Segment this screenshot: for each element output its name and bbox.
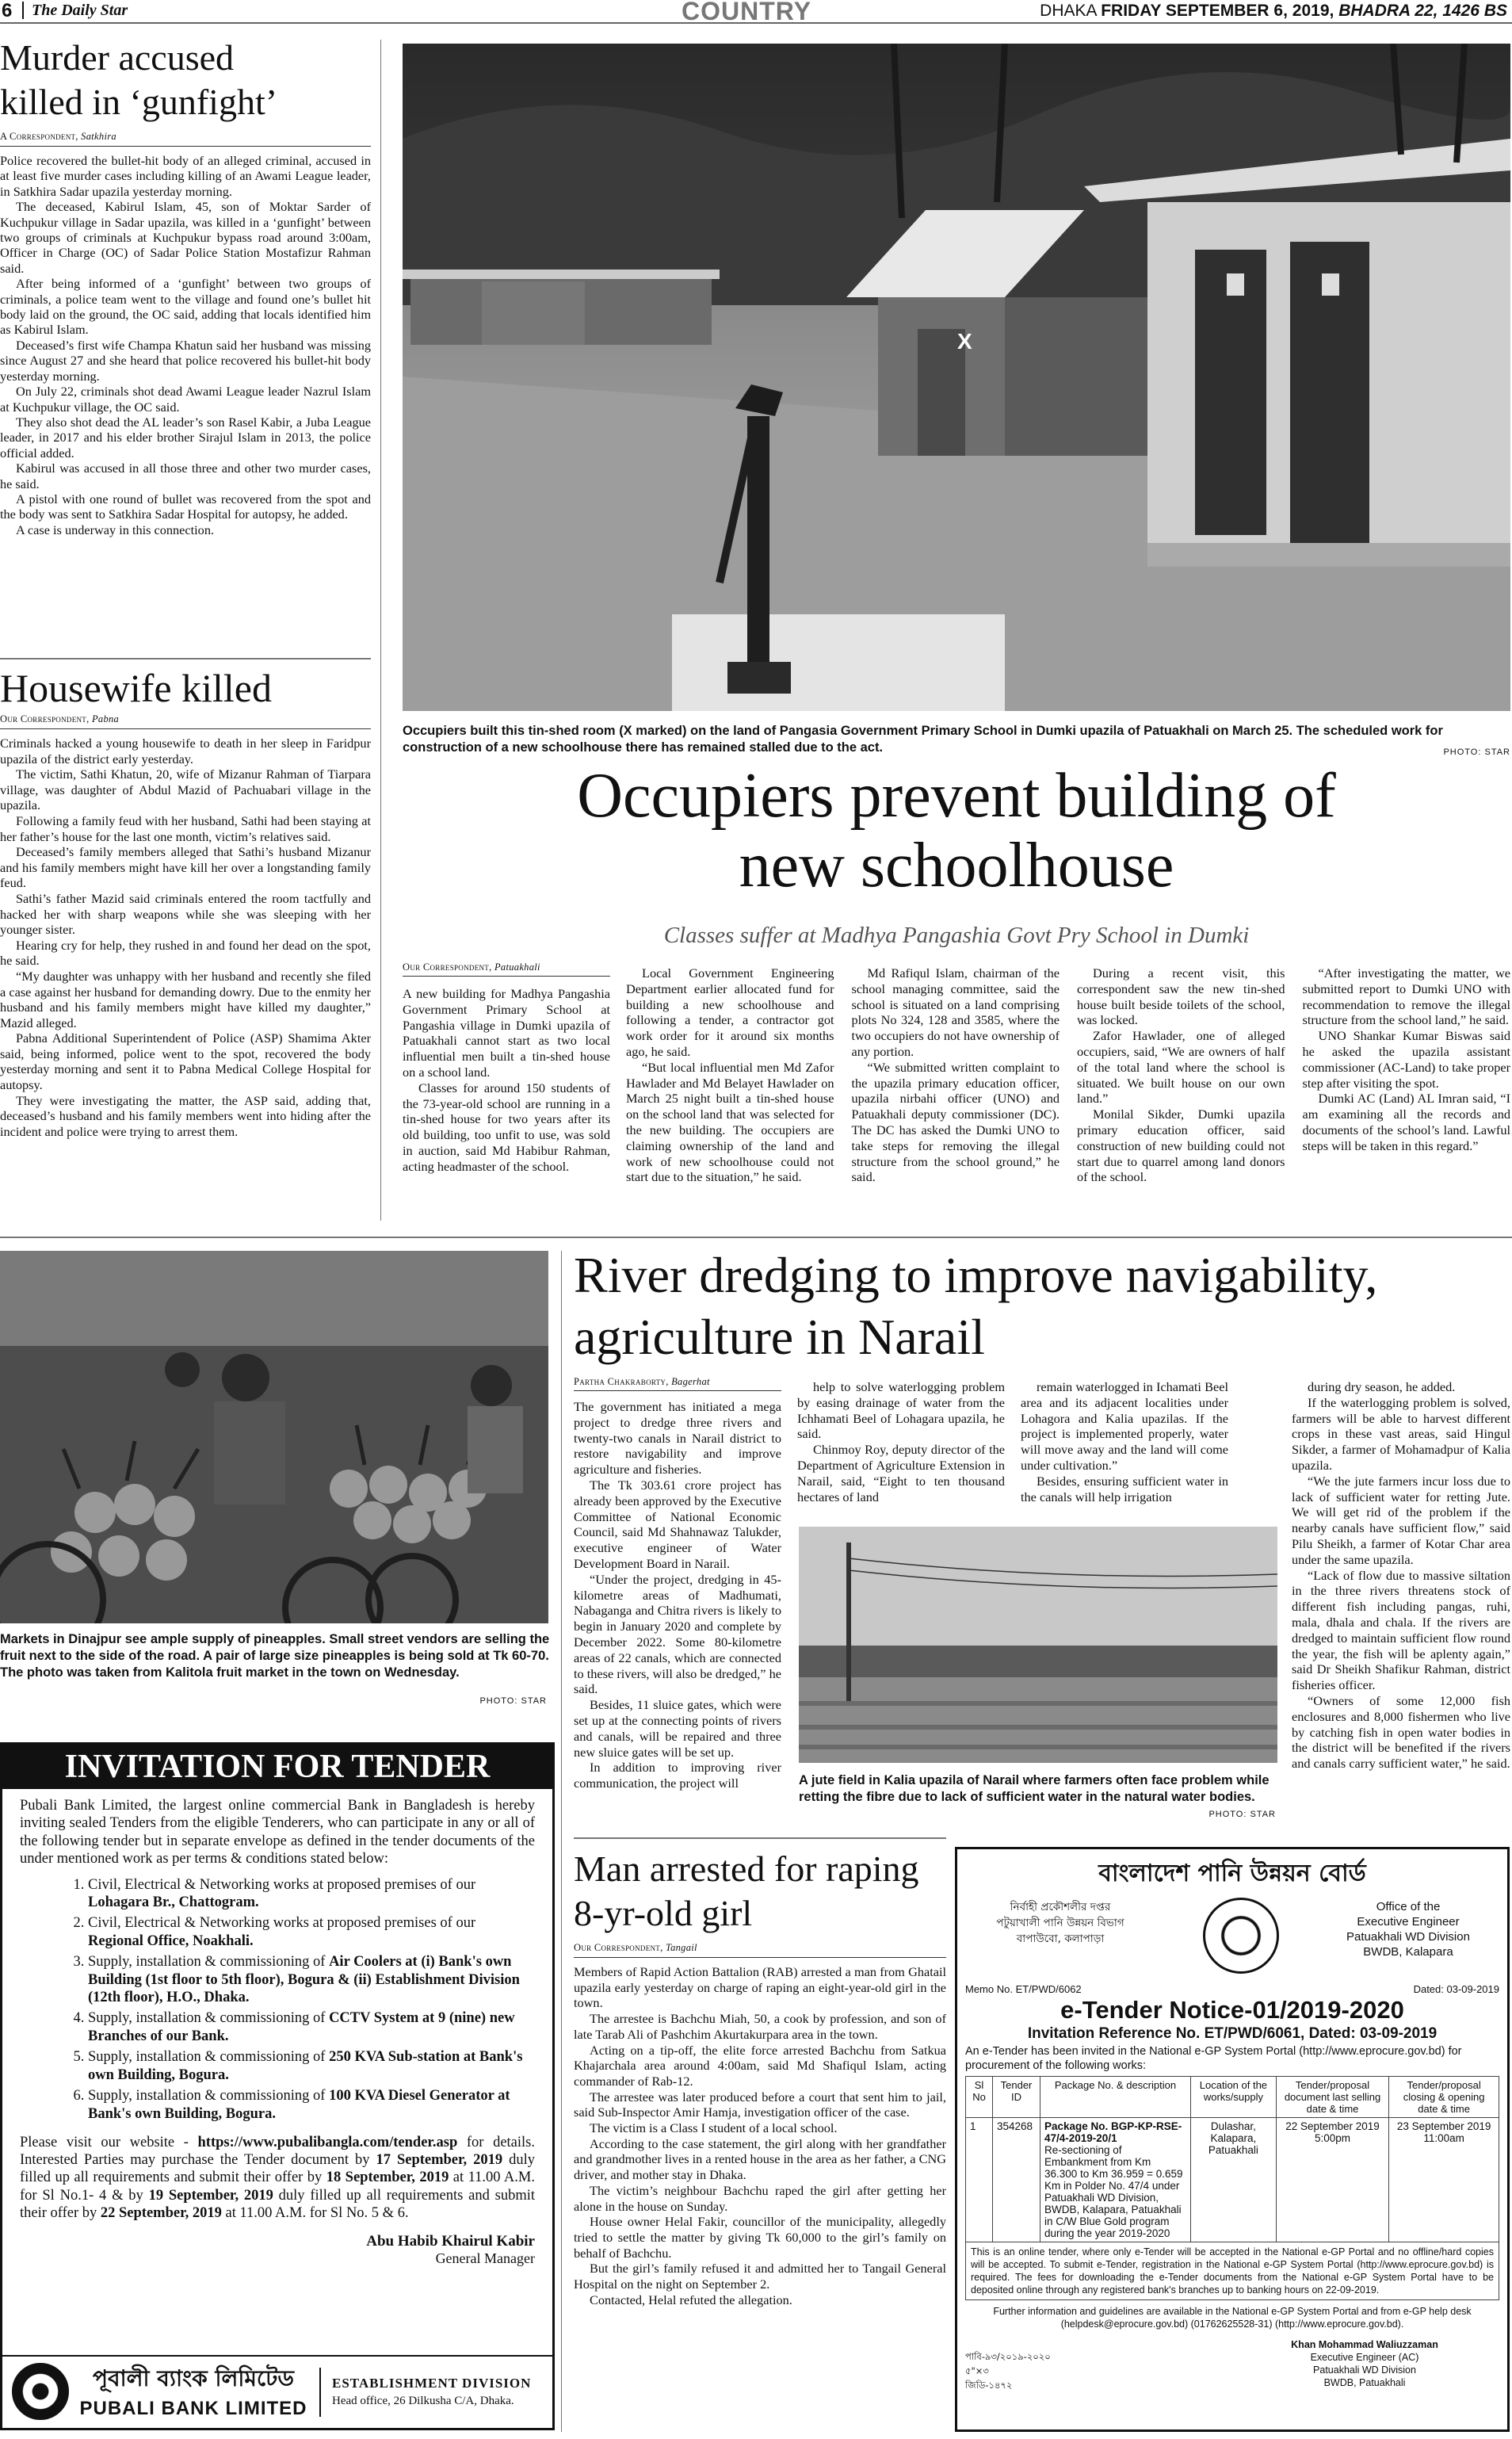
paragraph: “Lack of flow due to massive siltation in the three rivers threatens stock of different fish including pangas, ruhi, mala, dhala and chala. If the rivers are dredged to maintain sufficient flow round the year, the fish will be aplenty again,” said Dr Sheikh Shafikur Rahman, district fisheries officer. [1292, 1567, 1510, 1693]
byline: A Correspondent, Satkhira [0, 131, 371, 147]
paragraph: Sathi’s father Mazid said criminals entered the room tactfully and hacked her with sharp weapons while she was sleeping with her younger sister. [0, 890, 371, 938]
paragraph: Pabna Additional Superintendent of Police (ASP) Shamima Akter said, being informed, police went to the spot, recovered the body yesterday morning and sent it to Pabna Medical College Hospital for autopsy. [0, 1030, 371, 1093]
paragraph: Local Government Engineering Department earlier allocated fund for building a new schoolhouse and following a tender, a contractor got work order for it around six months ago, he said. [626, 965, 834, 1059]
paragraph: Contacted, Helal refuted the allegation. [590, 2292, 792, 2307]
masthead [0, 0, 1512, 24]
paragraph: After being informed of a ‘gunfight’ between two groups of criminals, a police team went to the village and found one’s bullet hit body laid on the ground, the OC said, adding that locals identified him as Kabirul Islam. [0, 276, 371, 338]
tender-title: INVITATION FOR TENDER [2, 1745, 552, 1789]
paragraph: A new building for Madhya Pangashia Government Primary School at Pangashia village in Dumki upazila of Patuakhali cannot start as two local influential men built a tin-shed house on a school land. [403, 986, 610, 1080]
etender-table [965, 2076, 1499, 2242]
paragraph: If the waterlogging problem is solved, farmers will be able to harvest different crops in these vast areas, said Hingul Sikder, a farmer of Mohamadpur of Kalia upazila. [1292, 1394, 1510, 1473]
paragraph: The Tk 303.61 crore project has already been approved by the Executive Committee of National Economic Council, said Md Shahnawaz Talukder, executive engineer of Water Development Board in Narail. [574, 1477, 781, 1571]
dateline: DHAKA FRIDAY SEPTEMBER 6, 2019, BHADRA 22, 1426 BS [1040, 2, 1507, 20]
paragraph: According to the case statement, the girl along with her grandfather and grandmother lives in a rented house in the area as her father, a CNG driver, and mother stay in Dhaka. [574, 2135, 946, 2183]
bank-seal-icon [12, 2363, 69, 2420]
tender-signature: Abu Habib Khairul Kabir General Manager [366, 2232, 535, 2266]
table-header-row [966, 2077, 1499, 2118]
paper-name: The Daily Star [32, 2, 128, 19]
etender-signature: Khan Mohammad Waliuzzaman Executive Engineer (AC) Patuakhali WD Division BWDB, Patuakhali [1291, 2339, 1438, 2388]
paragraph: “We the jute farmers incur loss due to lack of sufficient water for retting Jute. We will get rid of the problem if the nearby canals have sufficient flow,” said Pilu Sheikh, a farmer of Kotar Char area under the same upazila. [1292, 1473, 1510, 1567]
table-header-cell: Tender/proposal closing & opening date & time [1389, 2077, 1499, 2118]
paragraph: help to solve waterlogging problem by easing drainage of water from the Ichhamati Beel of Lohagara upazila, he said. [797, 1379, 1005, 1442]
photo-credit: PHOTO: STAR [1443, 747, 1510, 757]
arrest-article [574, 1847, 946, 2307]
paragraph: Members of Rapid Action Battalion (RAB) arrested a man from Ghatail upazila early yesterday on charge of raping an eight-year-old girl in the town. [574, 1964, 946, 2011]
paragraph: Police recovered the bullet-hit body of an alleged criminal, accused in at least five murder cases including killing of an Awami League leader, in Satkhira Sadar upazila yesterday morning. [0, 153, 371, 199]
etender-intro: An e-Tender has been invited in the National e-GP System Portal (http://www.eprocure.gov.bd) for procurement of the following works: [965, 2045, 1462, 2072]
paragraph: Chinmoy Roy, deputy director of the Department of Agriculture Extension in Narail, said, “Eight to ten thousand hectares of land [797, 1442, 1005, 1504]
table-header-cell: Sl No [966, 2077, 993, 2118]
tender-item: 3. Supply, installation & commissioning of Air Coolers at (i) Bank's own Building (1st floor to 5th floor), Bogura & (ii) Establishment Division (12th floor), H.O., Dhaka. [88, 1953, 529, 2006]
photo-x-mark: X [957, 329, 972, 354]
paragraph: Md Rafiqul Islam, chairman of the school managing committee, said the school is situated on a land comprising plots No 324, 128 and 3585, where the two occupiers do not have ownership of any portion. [851, 965, 1060, 1059]
paragraph: Deceased’s first wife Champa Khatun said her husband was missing since August 27 and she heard that police recovered his bullet-hit body yesterday morning. [0, 337, 371, 384]
office-name-en: Office of the Executive Engineer Patuakhali WD Division BWDB, Kalapara [1346, 1900, 1470, 1959]
river-byline: Partha Chakraborty, Bagerhat [574, 1376, 781, 1391]
pubali-tender-ad [0, 1742, 555, 2430]
paragraph: The victim is a Class I student of a local school. [590, 2120, 838, 2136]
river-body-col1 [574, 1399, 781, 1791]
paragraph: Monilal Sikder, Dumki upazila primary education officer, said construction of new building could not start due to quarrel among land donors of the school. [1077, 1107, 1285, 1185]
tender-item: 2. Civil, Electrical & Networking works at proposed premises of our Regional Office, Noakhali. [88, 1914, 529, 1950]
byline: Our Correspondent, Pabna [0, 713, 371, 729]
tender-item: 6. Supply, installation & commissioning of 100 KVA Diesel Generator at Bank's own Building, Bogura. [88, 2087, 529, 2123]
paragraph: Besides, ensuring sufficient water in the canals will help irrigation [1021, 1473, 1228, 1504]
paragraph: “Under the project, dredging in 45-kilometre areas of Madhumati, Nabaganga and Chitra rivers is likely to begin in January 2020 and complete by December 2022. Some 80-kilometre areas of 22 canals, which are connected to these rivers, will also be dredged,” he said. [574, 1571, 781, 1697]
bank-name-en: PUBALI BANK LIMITED [79, 2398, 307, 2419]
paragraph: Deceased’s family members alleged that Sathi’s husband Mizanur and his family members might have kill her over a longstanding family feud. [0, 844, 371, 891]
tender-items [2, 1868, 552, 2123]
paragraph: “After investigating the matter, we submitted report to Dumki UNO with recommendation to remove the illegal structure from the school land,” he said. [1302, 965, 1510, 1028]
paragraph: The government has initiated a mega project to dredge three rivers and twenty-two canals in Narail district to restore navigability and improve agriculture and fisheries. [574, 1399, 781, 1478]
etender-further: Further information and guidelines are available in the National e-GP System Portal and from e-GP help desk (helpdesk@eprocure.gov.bd) (01762625528-31) (http://www.eprocure.gov.bd). [993, 2306, 1472, 2330]
school-body-first [403, 986, 610, 1175]
paragraph: The arrestee was later produced before a court that sent him to jail, said Sub-Inspector Amir Hamja, investigation officer of the case. [574, 2089, 946, 2120]
tender-item: 4. Supply, installation & commissioning of CCTV System at 9 (nine) new Branches of our Bank. [88, 2009, 529, 2045]
paragraph: A case is underway in this connection. [16, 522, 215, 537]
jute-caption: A jute field in Kalia upazila of Narail where farmers often face problem while retting the fibre due to lack of sufficient water in the natural water bodies. [799, 1773, 1270, 1804]
river-headline: River dredging to improve navigability, agriculture in Narail [574, 1247, 1378, 1365]
paragraph: Following a family feud with her husband, Sathi had been staying at her father’s house for the last one month, victim’s relatives said. [0, 812, 371, 844]
tender-website-link[interactable]: https://www.pubalibangla.com/tender.asp [197, 2134, 458, 2150]
paragraph: But the girl’s family refused it and admitted her to Tangail General Hospital on the night on September 2. [574, 2261, 946, 2292]
river-body-col4 [1292, 1379, 1510, 1772]
table-header-cell: Package No. & description [1040, 2077, 1191, 2118]
school-byline: Our Correspondent, Patuakhali [403, 961, 610, 977]
tender-item: 5. Supply, installation & commissioning of 250 KVA Sub-station at Bank's own Building, Bogura. [88, 2048, 529, 2084]
headline: Man arrested for raping 8-yr-old girl [574, 1848, 919, 1933]
headline: Murder accused killed in ‘gunfight’ [0, 37, 278, 122]
article-body [0, 736, 371, 1139]
photo-caption: Occupiers built this tin-shed room (X marked) on the land of Pangasia Government Primary School in Dumki upazila of Patuakhali on March 25. The scheduled work for construction of a new schoolhouse there has remained stalled due to the act. [403, 724, 1443, 755]
etender-ref: Invitation Reference No. ET/PWD/6061, Dated: 03-09-2019 [1027, 2025, 1438, 2042]
pineapple-caption: Markets in Dinajpur see ample supply of pineapples. Small street vendors are selling the fruit next to the side of the road. A pair of large size pineapples is being sold at Tk 60-70. The photo was taken from Kalitola fruit market in the town on Wednesday. [0, 1632, 550, 1680]
table-header-cell: Tender ID [993, 2077, 1040, 2118]
paragraph: In addition to improving river communication, the project will [574, 1760, 781, 1791]
table-row: 1 354268 Package No. BGP-KP-RSE-47/4-2019-20/1 Re-sectioning of Embankment from Km 36.300 to Km 36.959 = 0.659 Km in Polder No. 47/4 under Patuakhali WD Division, BWDB, Kalapara, Patuakhali in C/W Blue Gold program during the year 2019-2020 Dulashar, Kalapara, Patuakhali 22 September 2019 5:00pm 23 September 2019 11:00am [966, 2118, 1499, 2242]
table-header-cell: Location of the works/supply [1191, 2077, 1277, 2118]
etender-codes: পাবি-৯৩/২০১৯-২০২০ ৫"×৩ জিডি-১৪৭২ [965, 2351, 1051, 2391]
school-subtitle: Classes suffer at Madhya Pangashia Govt Pry School in Dumki [663, 923, 1250, 948]
paragraph: UNO Shankar Kumar Biswas said he asked the upazila assistant commissioner (AC-Land) to take proper step after visiting the spot. [1302, 1028, 1510, 1091]
paragraph: Kabirul was accused in all those three and other two murder cases, he said. [0, 461, 371, 491]
bank-name-bn: পূবালী ব্যাংক লিমিটেড [92, 2365, 295, 2391]
paragraph: Zafor Hawlader, one of alleged occupiers, said, “We are owners of half of the total land where the school is situated. We built house on our own land.” [1077, 1028, 1285, 1107]
paragraph: Besides, 11 sluice gates, which were set up at the connecting points of rivers and canals, will be repaired and three new sluice gates will be set up. [574, 1697, 781, 1760]
paragraph: During a recent visit, this correspondent saw the new tin-shed house built beside toilets of the school, was locked. [1077, 965, 1285, 1028]
river-body-col3 [1021, 1379, 1228, 1504]
paragraph: On July 22, criminals shot dead Awami League leader Nazrul Islam at Kuchpukur village, the OC said. [0, 384, 371, 415]
school-photo-illustration [403, 44, 1510, 711]
paragraph: “We submitted written complaint to the upazila primary education officer, upazila nirbahi officer (UNO) and Patuakhali deputy commissioner (DC). The DC has asked the Dumki UNO to take steps for removing the illegal structure from the school ground,” he said. [851, 1059, 1060, 1185]
river-body-col2 [797, 1379, 1005, 1504]
tender-item: 1. Civil, Electrical & Networking works at proposed premises of our Lohagara Br., Chattogram. [88, 1876, 529, 1912]
pineapple-photo-illustration [0, 1251, 548, 1623]
pineapple-photo [0, 1251, 548, 1623]
bwdb-logo-icon [1203, 1898, 1279, 1974]
paragraph: The arrestee is Bachchu Miah, 50, a cook by profession, and son of late Tarab Ali of Pashchim Akurtakurpara area in the town. [574, 2011, 946, 2042]
office-name-bn: নির্বাহী প্রকৌশলীর দপ্তর পটুয়াখালী পানি উন্নয়ন বিভাগ বাপাউবো, কলাপাড়া [996, 1901, 1124, 1945]
paragraph: remain waterlogged in Ichamati Beel area and its adjacent localities under Lohagora and Kalia upazilas. If the project is implemented properly, water will move away and the land will come under cultivation.” [1021, 1379, 1228, 1473]
byline: Our Correspondent, Tangail [574, 1942, 946, 1958]
housewife-article [0, 664, 371, 1139]
school-headline: Occupiers prevent building of new schoolhouse [577, 761, 1336, 900]
tender-intro: Pubali Bank Limited, the largest online commercial Bank in Bangladesh is hereby inviting sealed Tenders from the eligible Tenderers, who can participate in any or all of the following tender but in separate envelope as defined in the tender documents of the under mentioned work as per terms & conditions stated below: [20, 1798, 535, 1867]
paragraph: A pistol with one round of bullet was recovered from the spot and the body was sent to Satkhira Sadar Hospital for autopsy, he added. [0, 491, 371, 522]
page-number: 6 [2, 0, 13, 21]
paragraph: Criminals hacked a young housewife to death in her sleep in Faridpur upazila of the district early yesterday. [0, 736, 371, 766]
paragraph: The victim’s neighbour Bachchu raped the girl after getting her alone in the house on Sunday. [574, 2182, 946, 2214]
school-photo [403, 44, 1510, 711]
paragraph: “My daughter was unhappy with her husband and recently she filed a case against her husband for demanding dowry. Due to the enmity her husband and his family members might have killed my daughter,” Mazid alleged. [0, 968, 371, 1030]
murder-article [0, 36, 371, 537]
board-name: বাংলাদেশ পানি উন্নয়ন বোর্ড [1098, 1860, 1366, 1887]
bwdb-etender-notice [955, 1847, 1510, 2432]
memo-number: Memo No. ET/PWD/6062 [965, 1983, 1082, 1995]
headline: Housewife killed [0, 666, 272, 710]
memo-date: Dated: 03-09-2019 [1413, 1983, 1499, 1995]
paragraph: Hearing cry for help, they rushed in and found her dead on the spot, he said. [0, 937, 371, 969]
tender-footer: Please visit our website - https://www.pubalibangla.com/tender.asp for details. Interested Parties may purchase the Tender document by 17 September, 2019 duly filled up all requirements and submit their offer by 18 September, 2019 at 11.00 A.M. for Sl No.1- 4 & by 19 September, 2019 duly filled up all requirements and submit their offer by 22 September, 2019 at 11.00 A.M. for Sl No. 5 & 6. [20, 2134, 535, 2221]
paragraph: The victim, Sathi Khatun, 20, wife of Mizanur Rahman of Tiarpara village, was daughter of Abdul Mazid of Pachuabari village in the upazila. [0, 766, 371, 813]
paragraph: They also shot dead the AL leader’s son Rasel Kabir, a Juba League leader, in 2017 and his elder brother Sirajul Islam in 2013, the police official added. [0, 414, 371, 461]
pineapple-credit: PHOTO: STAR [479, 1696, 547, 1706]
paragraph: “But local influential men Md Zafor Hawlader and Md Belayet Hawlader on March 25 night built a tin-shed house on the school land that was selected for the new building. The occupiers are claiming ownership of the land and work of new schoolhouse could not start due to the situation,” he said. [626, 1059, 834, 1185]
jute-credit: PHOTO: STAR [1208, 1810, 1276, 1819]
section-title: COUNTRY [682, 0, 812, 25]
paragraph: They were investigating the matter, the ASP said, adding that, deceased’s husband and his family members went into hiding after the incident and police were trying to arrest them. [0, 1092, 371, 1139]
jute-photo-illustration [799, 1527, 1277, 1763]
school-body [626, 965, 1510, 1219]
paragraph: Classes for around 150 students of the 73-year-old school are running in a tin-shed house for two years after its old building, too unfit to use, was sold in auction, said Md Habibur Rahman, acting headmaster of the school. [403, 1080, 610, 1174]
article-body [574, 1964, 946, 2307]
paragraph: Dumki AC (Land) AL Imran said, “I am examining all the records and documents of the school’s land. Lawful steps will be taken in this regard.” [1302, 1091, 1510, 1153]
paragraph: during dry season, he added. [1308, 1379, 1456, 1394]
jute-photo [799, 1527, 1277, 1763]
bank-logo-row [2, 2355, 552, 2428]
table-header-cell: Tender/proposal document last selling date & time [1276, 2077, 1388, 2118]
etender-note: This is an online tender, where only e-Tender will be accepted in the National e-GP Portal and no offline/hard copies will be accepted. To submit e-Tender, registration in the National e-GP System Portal (http://www.eprocure.gov.bd) is required. The fees for downloading the e-Tender documents from the National e-GP System Portal have to be deposited online through any registered bank's branches up to banking hours on 22-09-2019. [965, 2242, 1499, 2300]
paragraph: House owner Helal Fakir, councillor of the municipality, allegedly tried to settle the matter by giving Tk 60,000 to the girl’s family on behalf of Bachchu. [574, 2214, 946, 2261]
division-name: ESTABLISHMENT DIVISION [332, 2376, 532, 2391]
paragraph: Acting on a tip-off, the elite force arrested Bachchu from Satkua Khajarchala area around 4:00am, said Md Shafiqul Islam, acting commander of Rab-12. [574, 2042, 946, 2089]
paragraph: “Owners of some 12,000 fish enclosures and 8,000 fishermen who live by catching fish in open water bodies in the district will be benefited if the rivers and canals carry sufficient water,” he said. [1292, 1692, 1510, 1772]
paragraph: The deceased, Kabirul Islam, 45, son of Moktar Sarder of Kuchpukur village in Sadar upazila, was killed in a ‘gunfight’ between two groups of criminals at Kuchpukur bypass road around 3:00am, Officer in Charge (OC) of Sadar Police Station Mostafizur Rahman said. [0, 199, 371, 276]
etender-title: e-Tender Notice-01/2019-2020 [1060, 1996, 1404, 2024]
article-body [0, 153, 371, 537]
division-address: Head office, 26 Dilkusha C/A, Dhaka. [332, 2395, 514, 2407]
